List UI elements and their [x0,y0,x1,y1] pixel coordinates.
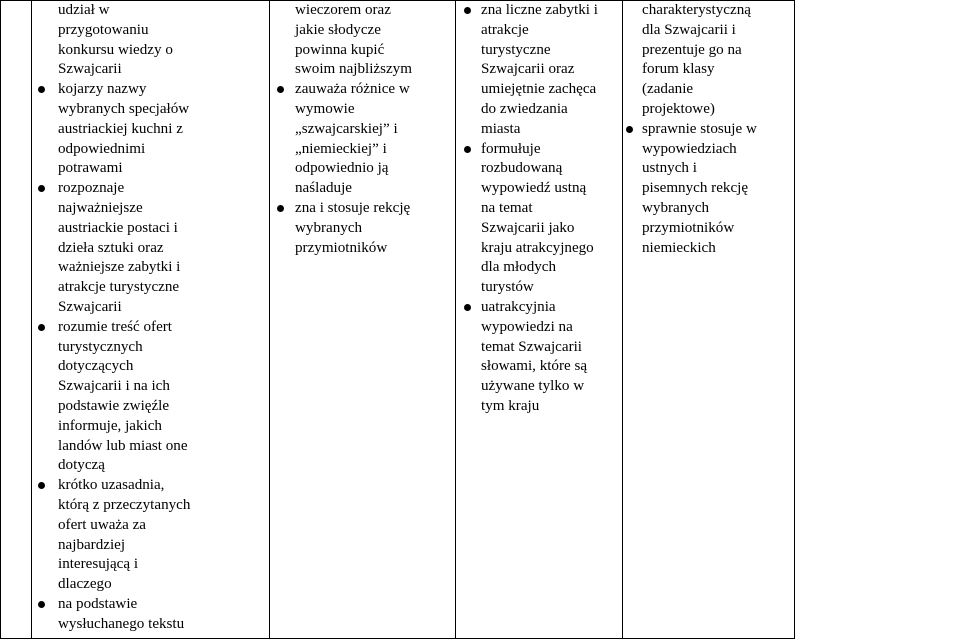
continuation-text: udział w przygotowaniu konkursu wiedzy o Szwajcarii [58,2,173,78]
empty-first-column-cell [1,1,32,639]
continuation-text: wieczorem oraz jakie słodycze powinna kupić swoim najbliższym [295,2,412,78]
cell-content [32,1,269,635]
grade-column-1 [32,1,270,639]
cell-content [623,1,794,258]
cell-content [456,1,622,417]
bullet-item: zna i stosuje rekcję wybranych przymiotników [270,199,455,258]
grade-column-4 [623,1,795,639]
continuation-text: charakterystyczną dla Szwajcarii i prezentuje go na forum klasy (zadanie projektowe) [642,2,751,117]
bullet-item: krótko uzasadnia, którą z przeczytanych ofert uważa za najbardziej interesującą i dlaczego [32,476,269,595]
bullet-item: na podstawie wysłuchanego tekstu [32,595,269,635]
bullet-item: formułuje rozbudowaną wypowiedź ustną na temat Szwajcarii jako kraju atrakcyjnego dla młodych turystów [456,140,622,298]
bullet-item: sprawnie stosuje w wypowiedziach ustnych i pisemnych rekcję wybranych przymiotników niemieckich [623,120,794,259]
bullet-item: rozumie treść ofert turystycznych dotyczących Szwajcarii i na ich podstawie zwięźle informuje, jakich landów lub miast one dotyczą [32,318,269,476]
bullet-item: uatrakcyjnia wypowiedzi na temat Szwajcarii słowami, które są używane tylko w tym kraju [456,298,622,417]
table-row [1,1,960,639]
grade-column-2 [270,1,456,639]
bullet-item: zauważa różnice w wymowie „szwajcarskiej” i „niemieckiej” i odpowiednio ją naśladuje [270,80,455,199]
bullet-item: rozpoznaje najważniejsze austriackie postaci i dzieła sztuki oraz ważniejsze zabytki i atrakcje turystyczne Szwajcarii [32,179,269,318]
grade-column-3 [456,1,623,639]
bullet-item: kojarzy nazwy wybranych specjałów austriackiej kuchni z odpowiednimi potrawami [32,80,269,179]
cell-content [270,1,455,258]
bullet-item: zna liczne zabytki i atrakcje turystyczne Szwajcarii oraz umiejętnie zachęca do zwiedzania miasta [456,1,622,140]
